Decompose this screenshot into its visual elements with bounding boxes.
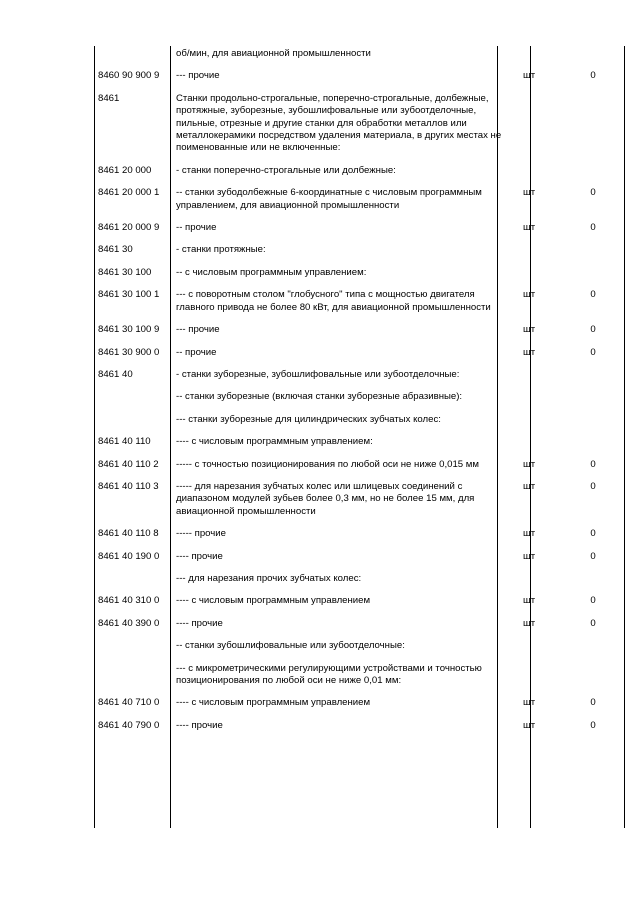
commodity-description: ----- прочие — [176, 528, 226, 540]
unit-of-measure: шт — [523, 528, 536, 540]
table-row — [96, 481, 624, 528]
tariff-table — [96, 48, 624, 742]
commodity-description: - станки поперечно-строгальные или долбежные: — [176, 164, 396, 176]
unit-of-measure — [509, 244, 556, 266]
commodity-description: -- станки зубодолбежные 6-координатные с числовым программным управлением, для авиационной промышленности — [176, 187, 482, 211]
table-row — [96, 720, 624, 742]
unit-of-measure — [509, 573, 556, 595]
unit-of-measure — [509, 663, 556, 698]
duty-rate — [556, 391, 624, 413]
table-row — [96, 324, 624, 346]
duty-rate: 0 — [590, 346, 596, 358]
column-divider — [624, 46, 625, 828]
commodity-code: 8461 40 790 0 — [98, 719, 160, 731]
commodity-description: ---- прочие — [176, 550, 223, 562]
duty-rate — [556, 663, 624, 698]
commodity-description: -- прочие — [176, 222, 217, 234]
column-divider — [94, 46, 95, 828]
table-row — [96, 595, 624, 617]
duty-rate — [556, 640, 624, 662]
duty-rate — [556, 414, 624, 436]
table-row — [96, 369, 624, 391]
duty-rate: 0 — [590, 719, 596, 731]
table-row — [96, 347, 624, 369]
commodity-description: ---- с числовым программным управлением — [176, 595, 371, 607]
table-row — [96, 573, 624, 595]
table-row — [96, 93, 624, 165]
commodity-code: 8461 — [98, 92, 120, 104]
duty-rate: 0 — [590, 595, 596, 607]
unit-of-measure: шт — [523, 324, 536, 336]
unit-of-measure: шт — [523, 595, 536, 607]
table-row — [96, 640, 624, 662]
commodity-code — [96, 573, 172, 595]
commodity-code: 8461 40 110 8 — [98, 528, 159, 540]
table-row — [96, 414, 624, 436]
duty-rate — [556, 48, 624, 70]
duty-rate: 0 — [590, 187, 596, 199]
commodity-code: 8461 40 710 0 — [98, 697, 160, 709]
commodity-code: 8461 30 100 1 — [98, 289, 160, 301]
commodity-code — [96, 48, 172, 70]
duty-rate: 0 — [590, 697, 596, 709]
duty-rate: 0 — [590, 70, 596, 82]
commodity-code: 8461 40 110 3 — [98, 480, 159, 492]
duty-rate: 0 — [590, 528, 596, 540]
table-row — [96, 244, 624, 266]
table-row — [96, 70, 624, 92]
commodity-code — [96, 391, 172, 413]
unit-of-measure: шт — [523, 346, 536, 358]
table-row — [96, 187, 624, 222]
commodity-code: 8461 40 — [98, 368, 133, 380]
commodity-code: 8461 40 110 — [98, 436, 151, 448]
commodity-code: 8461 40 310 0 — [98, 595, 160, 607]
commodity-description: -- станки зуборезные (включая станки зуборезные абразивные): — [176, 391, 463, 403]
duty-rate — [556, 93, 624, 165]
table-row — [96, 618, 624, 640]
commodity-description: --- прочие — [176, 324, 220, 336]
commodity-code: 8461 40 190 0 — [98, 550, 160, 562]
unit-of-measure: шт — [523, 458, 536, 470]
duty-rate — [556, 436, 624, 458]
duty-rate: 0 — [590, 222, 596, 234]
duty-rate — [556, 244, 624, 266]
commodity-code: 8461 20 000 9 — [98, 222, 160, 234]
unit-of-measure: шт — [523, 289, 536, 301]
table-row — [96, 551, 624, 573]
unit-of-measure: шт — [523, 187, 536, 199]
commodity-description: - станки протяжные: — [176, 244, 266, 256]
commodity-description: --- станки зуборезные для цилиндрических зубчатых колес: — [176, 413, 441, 425]
commodity-description: - станки зуборезные, зубошлифовальные или зубоотделочные: — [176, 368, 460, 380]
unit-of-measure — [509, 414, 556, 436]
commodity-code — [96, 640, 172, 662]
duty-rate: 0 — [590, 289, 596, 301]
unit-of-measure — [509, 436, 556, 458]
table-row — [96, 289, 624, 324]
table-row — [96, 697, 624, 719]
unit-of-measure — [509, 391, 556, 413]
commodity-code: 8461 30 900 0 — [98, 346, 160, 358]
commodity-code: 8460 90 900 9 — [98, 70, 160, 82]
duty-rate — [556, 369, 624, 391]
commodity-description: -- прочие — [176, 346, 217, 358]
unit-of-measure — [509, 369, 556, 391]
commodity-description: ----- с точностью позиционирования по любой оси не ниже 0,015 мм — [176, 458, 479, 470]
commodity-description: об/мин, для авиационной промышленности — [176, 48, 371, 59]
duty-rate — [556, 165, 624, 187]
table-row — [96, 267, 624, 289]
unit-of-measure: шт — [523, 222, 536, 234]
commodity-description: ---- с числовым программным управлением: — [176, 436, 373, 448]
duty-rate: 0 — [590, 480, 596, 492]
commodity-code — [96, 414, 172, 436]
commodity-code: 8461 20 000 1 — [98, 187, 160, 199]
unit-of-measure: шт — [523, 480, 536, 492]
duty-rate — [556, 573, 624, 595]
commodity-code: 8461 40 110 2 — [98, 458, 159, 470]
unit-of-measure: шт — [523, 617, 536, 629]
duty-rate: 0 — [590, 617, 596, 629]
commodity-description: -- станки зубошлифовальные или зубоотделочные: — [176, 640, 405, 652]
unit-of-measure: шт — [523, 70, 536, 82]
table-row — [96, 391, 624, 413]
commodity-code: 8461 30 — [98, 244, 133, 256]
commodity-code: 8461 30 100 — [98, 266, 152, 278]
commodity-code: 8461 30 100 9 — [98, 324, 160, 336]
commodity-description: Станки продольно-строгальные, поперечно-строгальные, долбежные, протяжные, зуборезные, зубошлифовальные или зубоотделочные, пильные, отрезные и другие станки для обработки металлов или металлокерамики посредством удаления материала, в других местах не поименованные или не включенные: — [176, 92, 502, 154]
commodity-description: --- прочие — [176, 70, 220, 82]
unit-of-measure: шт — [523, 697, 536, 709]
table-row — [96, 663, 624, 698]
table-row — [96, 165, 624, 187]
commodity-description: -- с числовым программным управлением: — [176, 266, 367, 278]
unit-of-measure — [509, 640, 556, 662]
commodity-code: 8461 20 000 — [98, 164, 152, 176]
table-row — [96, 459, 624, 481]
commodity-description: --- с поворотным столом "глобусного" типа с мощностью двигателя главного привода не более 80 кВт, для авиационной промышленности — [176, 289, 491, 313]
commodity-description: --- для нарезания прочих зубчатых колес: — [176, 572, 362, 584]
commodity-description: ---- прочие — [176, 617, 223, 629]
commodity-description: ---- с числовым программным управлением — [176, 697, 371, 709]
duty-rate: 0 — [590, 550, 596, 562]
unit-of-measure — [509, 93, 556, 165]
table-row — [96, 528, 624, 550]
unit-of-measure — [509, 165, 556, 187]
table-row — [96, 436, 624, 458]
table-row — [96, 48, 624, 70]
duty-rate: 0 — [590, 324, 596, 336]
unit-of-measure — [509, 48, 556, 70]
duty-rate: 0 — [590, 458, 596, 470]
commodity-description: ---- прочие — [176, 719, 223, 731]
commodity-description: --- с микрометрическими регулирующими устройствами и точностью позиционирования по любой оси не ниже 0,01 мм: — [176, 662, 482, 686]
unit-of-measure: шт — [523, 719, 536, 731]
duty-rate — [556, 267, 624, 289]
commodity-code: 8461 40 390 0 — [98, 617, 160, 629]
commodity-code — [96, 663, 172, 698]
table-row — [96, 222, 624, 244]
unit-of-measure — [509, 267, 556, 289]
commodity-description: ----- для нарезания зубчатых колес или шлицевых соединений с диапазоном модулей зубьев более 0,3 мм, но не более 15 мм, для авиационной промышленности — [176, 480, 475, 517]
unit-of-measure: шт — [523, 550, 536, 562]
